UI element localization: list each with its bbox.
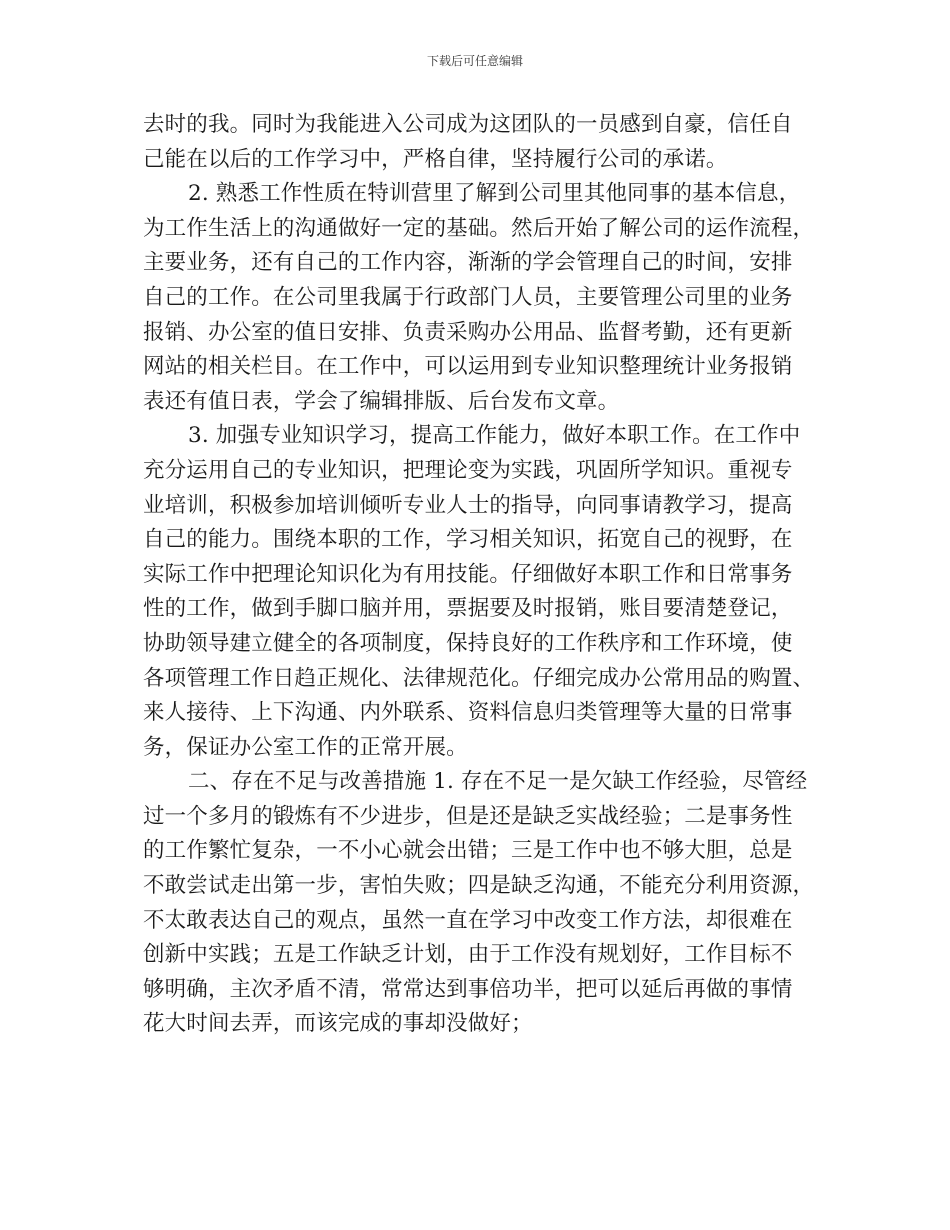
text-line: 各项管理工作日趋正规化、法律规范化。仔细完成办公常用品的购置、 [143, 665, 815, 691]
text-line: 为工作生活上的沟通做好一定的基础。然后开始了解公司的运作流程， [143, 215, 815, 241]
text-line: 自己的工作。在公司里我属于行政部门人员，主要管理公司里的业务 [143, 284, 793, 310]
text-line: 报销、办公室的值日安排、负责采购办公用品、监督考勤，还有更新 [143, 319, 793, 345]
text-line: 网站的相关栏目。在工作中，可以运用到专业知识整理统计业务报销 [143, 354, 793, 380]
text-line: 业培训，积极参加培训倾听专业人士的指导，向同事请教学习，提高 [143, 492, 793, 518]
text-line: 主要业务，还有自己的工作内容，渐渐的学会管理自己的时间，安排 [143, 250, 793, 276]
text-line: 花大时间去弄，而该完成的事却没做好； [143, 1011, 533, 1037]
page-header: 下载后可任意编辑 [426, 54, 523, 68]
paragraph-start: 3. 加强专业知识学习，提高工作能力，做好本职工作。在工作中 [188, 423, 801, 449]
document-body [143, 108, 815, 1042]
text-line: 不敢尝试走出第一步，害怕失败；四是缺乏沟通，不能充分利用资源， [143, 873, 815, 899]
text-line: 己能在以后的工作学习中，严格自律，坚持履行公司的承诺。 [143, 146, 728, 172]
paragraph-start: 二、存在不足与改善措施 1. 存在不足一是欠缺工作经验，尽管经 [188, 769, 808, 795]
text-line: 创新中实践；五是工作缺乏计划，由于工作没有规划好，工作目标不 [143, 942, 793, 968]
text-line: 过一个多月的锻炼有不少进步，但是还是缺乏实战经验；二是事务性 [143, 803, 793, 829]
text-line: 来人接待、上下沟通、内外联系、资料信息归类管理等大量的日常事 [143, 700, 793, 726]
text-line: 够明确，主次矛盾不清，常常达到事倍功半，把可以延后再做的事情 [143, 976, 793, 1002]
text-line: 的工作繁忙复杂，一不小心就会出错；三是工作中也不够大胆，总是 [143, 838, 793, 864]
text-line: 协助领导建立健全的各项制度，保持良好的工作秩序和工作环境，使 [143, 630, 793, 656]
text-line: 性的工作，做到手脚口脑并用，票据要及时报销，账目要清楚登记， [143, 596, 793, 622]
text-line: 充分运用自己的专业知识，把理论变为实践，巩固所学知识。重视专 [143, 457, 793, 483]
text-line: 去时的我。同时为我能进入公司成为这团队的一员感到自豪，信任自 [143, 112, 793, 137]
text-line: 表还有值日表，学会了编辑排版、后台发布文章。 [143, 388, 620, 414]
text-line: 务，保证办公室工作的正常开展。 [143, 734, 468, 760]
text-line: 不太敢表达自己的观点，虽然一直在学习中改变工作方法，却很难在 [143, 907, 793, 933]
text-line: 自己的能力。围绕本职的工作，学习相关知识，拓宽自己的视野，在 [143, 527, 793, 553]
paragraph-start: 2. 熟悉工作性质在特训营里了解到公司里其他同事的基本信息， [188, 181, 801, 207]
text-line: 实际工作中把理论知识化为有用技能。仔细做好本职工作和日常事务 [143, 561, 793, 587]
